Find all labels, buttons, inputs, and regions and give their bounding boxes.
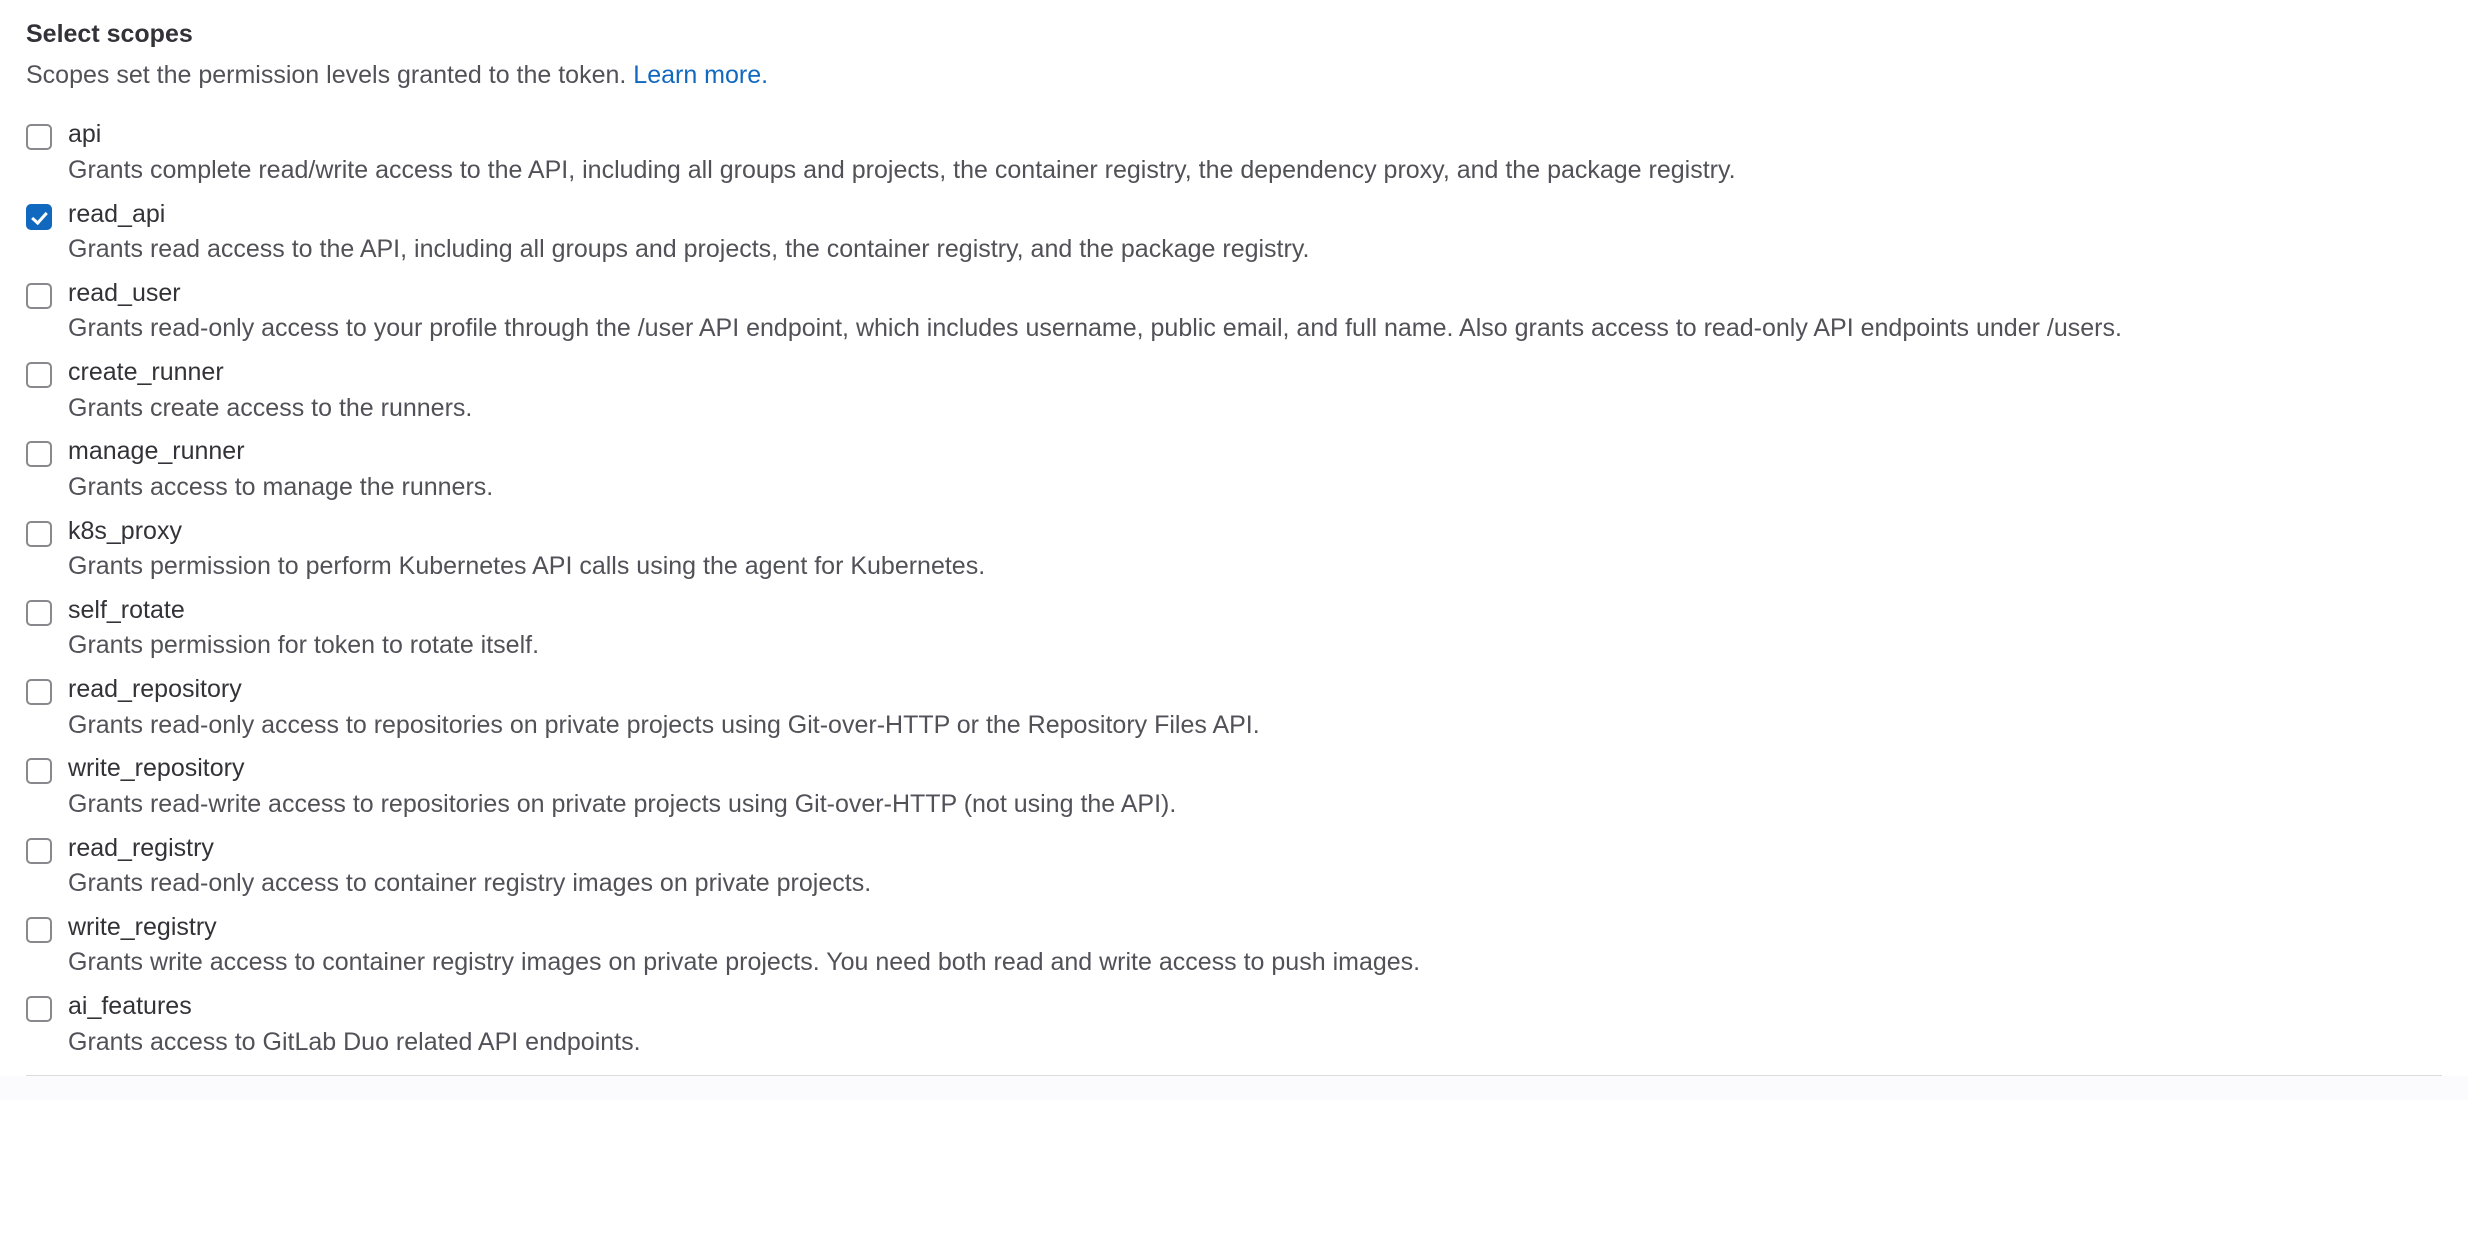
- scope-label[interactable]: k8s_proxy: [68, 516, 182, 545]
- scope-text: [68, 118, 2442, 187]
- scope-label[interactable]: read_repository: [68, 675, 242, 703]
- scope-row: [26, 435, 2442, 504]
- scope-checkbox-read_user[interactable]: [26, 283, 52, 309]
- scope-description: Grants read-only access to container registry images on private projects.: [68, 869, 872, 897]
- scope-description: Grants access to manage the runners.: [68, 472, 494, 501]
- scope-checkbox-read_api[interactable]: [26, 204, 52, 230]
- bottom-strip: [0, 1076, 2468, 1100]
- section-description-text: Scopes set the permission levels granted to the token.: [26, 60, 634, 89]
- scope-row: [26, 118, 2442, 187]
- scope-row: [26, 198, 2442, 267]
- scope-list: [26, 118, 2442, 1059]
- scope-description: Grants read-only access to repositories on private projects using Git-over-HTTP or the Repository Files API.: [68, 710, 1260, 739]
- scope-checkbox-read_registry[interactable]: [26, 838, 52, 864]
- scope-label[interactable]: read_api: [68, 199, 166, 228]
- section-description: [26, 59, 2442, 93]
- scope-description: Grants permission for token to rotate itself.: [68, 631, 540, 660]
- scope-text: [68, 198, 2442, 267]
- scope-row: [26, 990, 2442, 1059]
- page-title: Select scopes: [26, 20, 193, 48]
- scope-text: [68, 911, 2442, 980]
- scope-checkbox-write_repository[interactable]: [26, 758, 52, 784]
- scope-checkbox-create_runner[interactable]: [26, 362, 52, 388]
- scope-description: Grants read access to the API, including all groups and projects, the container registry, and the package registry.: [68, 235, 1310, 263]
- scope-row: [26, 515, 2442, 584]
- scope-text: [68, 277, 2442, 346]
- scope-description: Grants complete read/write access to the API, including all groups and projects, the container registry, the dependency proxy, and the package registry.: [68, 155, 1736, 184]
- scope-row: [26, 277, 2442, 346]
- scope-checkbox-ai_features[interactable]: [26, 996, 52, 1022]
- scope-row: [26, 673, 2442, 742]
- scope-text: [68, 752, 2442, 821]
- scope-description: Grants permission to perform Kubernetes API calls using the agent for Kubernetes.: [68, 552, 986, 580]
- scope-checkbox-manage_runner[interactable]: [26, 441, 52, 467]
- scope-row: [26, 832, 2442, 901]
- learn-more-link[interactable]: Learn more.: [633, 60, 769, 89]
- scope-label[interactable]: read_registry: [68, 833, 214, 862]
- scope-checkbox-k8s_proxy[interactable]: [26, 521, 52, 547]
- scope-text: [68, 832, 2442, 901]
- scope-row: [26, 752, 2442, 821]
- scope-label[interactable]: write_registry: [68, 912, 217, 941]
- scope-label[interactable]: api: [68, 120, 102, 149]
- scope-label[interactable]: create_runner: [68, 358, 224, 386]
- scope-row: [26, 594, 2442, 663]
- scope-checkbox-read_repository[interactable]: [26, 679, 52, 705]
- scope-label[interactable]: ai_features: [68, 992, 192, 1020]
- scope-label[interactable]: read_user: [68, 278, 181, 307]
- scope-text: [68, 990, 2442, 1059]
- scope-checkbox-self_rotate[interactable]: [26, 600, 52, 626]
- scope-description: Grants write access to container registry images on private projects. You need both read and write access to push images.: [68, 948, 1421, 977]
- scope-text: [68, 673, 2442, 742]
- scope-text: [68, 356, 2442, 425]
- scope-description: Grants access to GitLab Duo related API endpoints.: [68, 1027, 641, 1056]
- scope-checkbox-write_registry[interactable]: [26, 917, 52, 943]
- scope-text: [68, 435, 2442, 504]
- scope-description: Grants read-write access to repositories on private projects using Git-over-HTTP (not using the API).: [68, 789, 1177, 818]
- scope-row: [26, 356, 2442, 425]
- scope-text: [68, 515, 2442, 584]
- scope-label[interactable]: self_rotate: [68, 595, 185, 624]
- scope-description: Grants create access to the runners.: [68, 393, 473, 422]
- scope-description: Grants read-only access to your profile through the /user API endpoint, which includes username, public email, and full name. Also grants access to read-only API endpoints under /users.: [68, 314, 2122, 343]
- scope-text: [68, 594, 2442, 663]
- scope-row: [26, 911, 2442, 980]
- scope-checkbox-api[interactable]: [26, 124, 52, 150]
- scope-label[interactable]: write_repository: [68, 754, 245, 783]
- scope-label[interactable]: manage_runner: [68, 437, 245, 466]
